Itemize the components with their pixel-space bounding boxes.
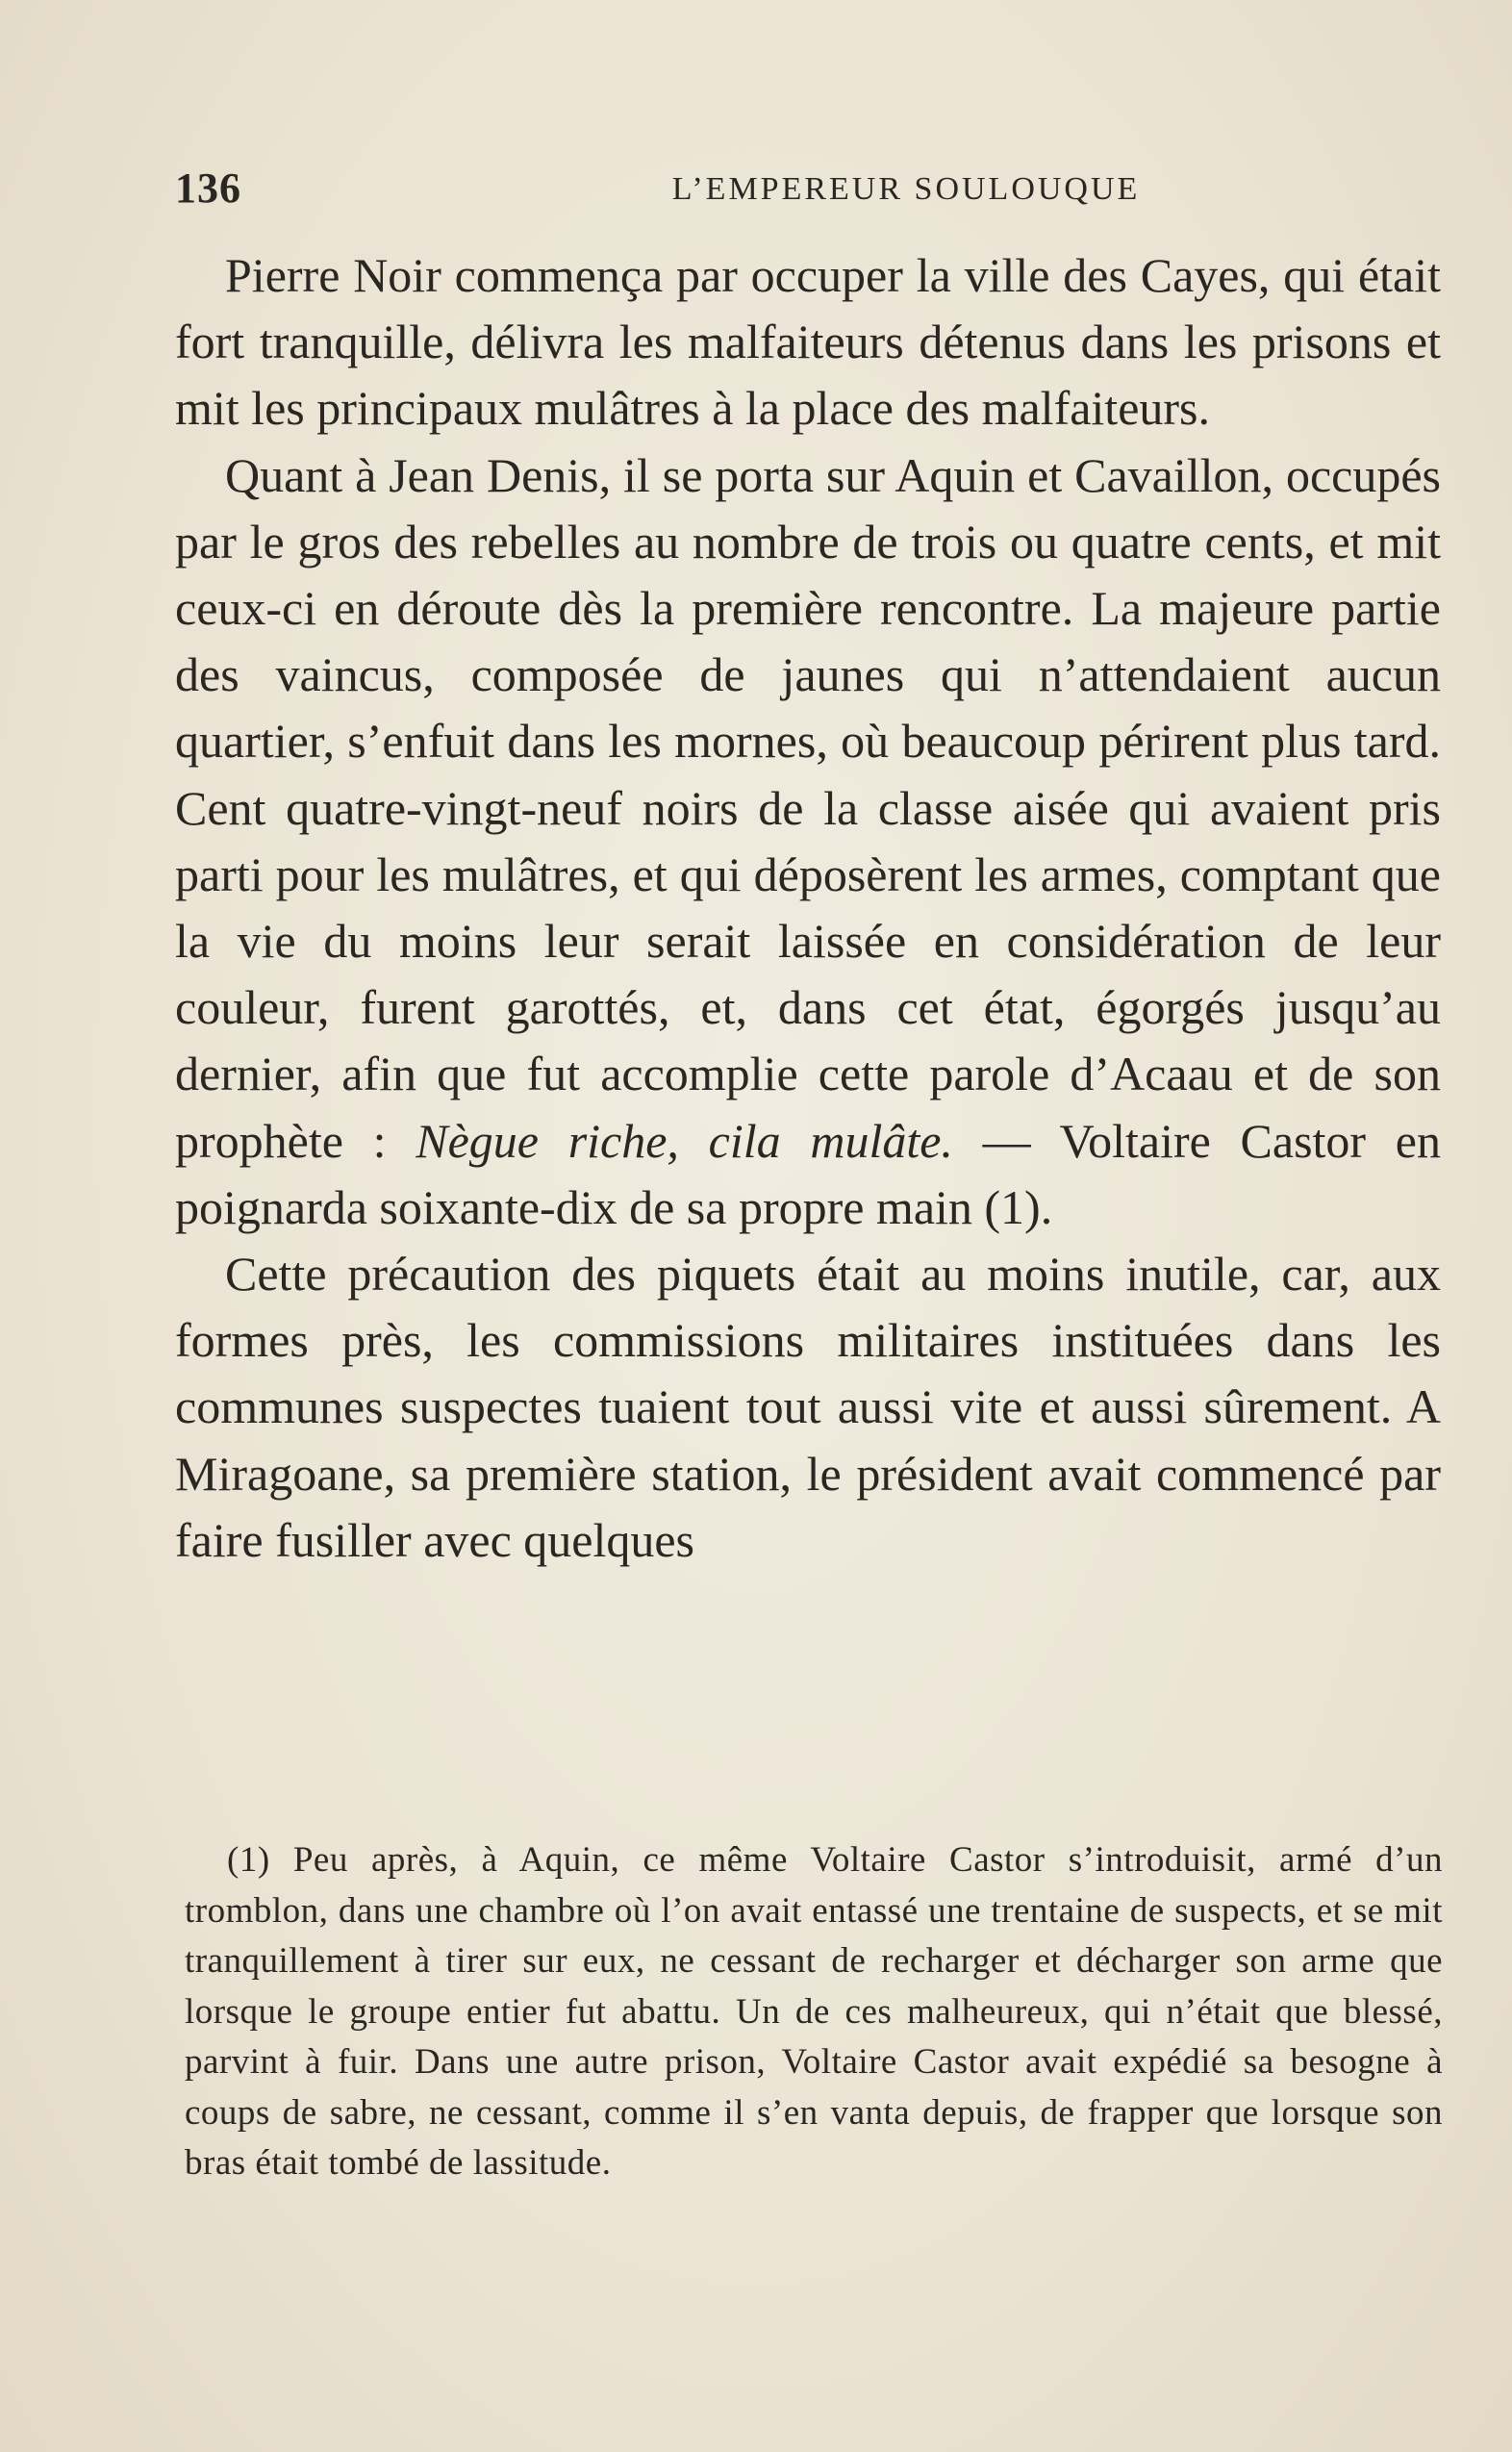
paragraph-pierre-noir: Pierre Noir commença par occuper la ville des Cayes, qui était fort tranquille, délivra les malfaiteurs détenus dans les prisons et mit les principaux mulâtres à la place des malfaiteurs. [175, 248, 1441, 436]
running-title: L’EMPEREUR SOULOUQUE [671, 171, 1141, 207]
footnote-text: (1) Peu après, à Aquin, ce même Voltaire Castor s’introduisit, armé d’un tromblon, dans une chambre où l’on avait entassé une trentaine de suspects, et se mit tranquillement à tirer sur eux, ne cessant de recharger et décharger son arme que lorsque le groupe entier fut abattu. Un de ces malheureux, qui n’était que blessé, parvint à fuir. Dans une autre prison, Voltaire Castor avait expédié sa besogne à coups de sabre, ne cessant, comme il s’en vanta depuis, de frapper que lorsque son bras était tombé de lassitude. [185, 1840, 1443, 2183]
page-number: 136 [175, 164, 241, 212]
paragraph-text: — Voltaire Castor en poignarda soixante-dix de sa propre main (1). [175, 1113, 1441, 1234]
paragraph-jean-denis [175, 442, 1441, 1241]
footnote [185, 1835, 1443, 2189]
italic-quote: Nègue riche, cila mulâte. [416, 1113, 953, 1168]
page-header [175, 164, 1441, 221]
paragraph-piquets: Cette précaution des piquets était au moins inutile, car, aux formes près, les commissions militaires instituées dans les communes suspectes tuaient tout aussi vite et aussi sûrement. A Miragoane, sa première station, le président avait commencé par faire fusiller avec quelques [175, 1247, 1441, 1567]
paragraph-text: Quant à Jean Denis, il se porta sur Aquin et Cavaillon, occupés par le gros des rebelles au nombre de trois ou quatre cents, et mit ceux-ci en déroute dès la première rencontre. La majeure partie des vaincus, composée de jaunes qui n’attendaient aucun quartier, s’enfuit dans les mornes, où beaucoup périrent plus tard. Cent quatre-vingt-neuf noirs de la classe aisée qui avaient pris parti pour les mulâtres, et qui déposèrent les armes, comptant que la vie du moins leur serait laissée en considération de leur couleur, furent garottés, et, dans cet état, égorgés jusqu’au dernier, afin que fut accomplie cette parole d’Acaau et de son prophète : [175, 447, 1441, 1168]
main-text [175, 242, 1441, 1574]
